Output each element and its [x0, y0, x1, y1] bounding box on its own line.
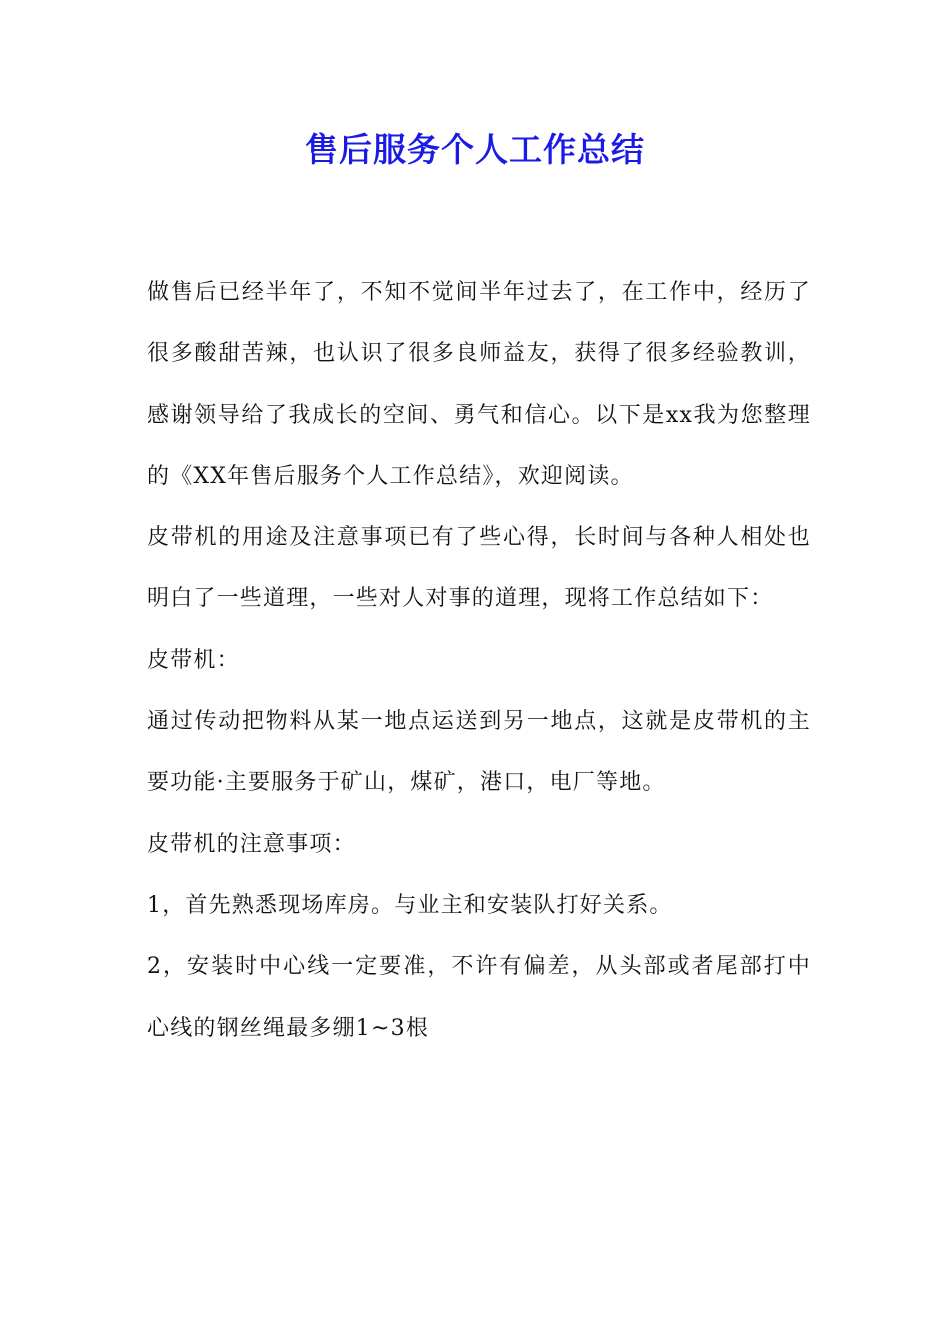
paragraph-heading-precautions: 皮带机的注意事项： — [147, 831, 356, 857]
paragraph-item-1: 1，首先熟悉现场库房。与业主和安装队打好关系。 — [147, 892, 673, 918]
paragraph-summary: 皮带机的用途及注意事项已有了些心得，长时间与各种人相处也明白了一些道理，一些对人对事的道理，现将工作总结如下： — [147, 525, 811, 612]
paragraph-intro: 做售后已经半年了，不知不觉间半年过去了，在工作中，经历了很多酸甜苦辣，也认识了很多良师益友，获得了很多经验教训，感谢领导给了我成长的空间、勇气和信心。以下是xx我为您整理的《XX年售后服务个人工作总结》，欢迎阅读。 — [147, 280, 811, 489]
paragraph-item-2: 2，安装时中心线一定要准，不许有偏差，从头部或者尾部打中心线的钢丝绳最多绷1~3根 — [147, 954, 811, 1041]
paragraph-function: 通过传动把物料从某一地点运送到另一地点，这就是皮带机的主要功能·主要服务于矿山，煤矿，港口，电厂等地。 — [147, 709, 811, 796]
document-body — [147, 262, 811, 1059]
paragraph-heading-belt-conveyor: 皮带机： — [147, 647, 240, 673]
document-title: 售后服务个人工作总结 — [305, 130, 645, 169]
